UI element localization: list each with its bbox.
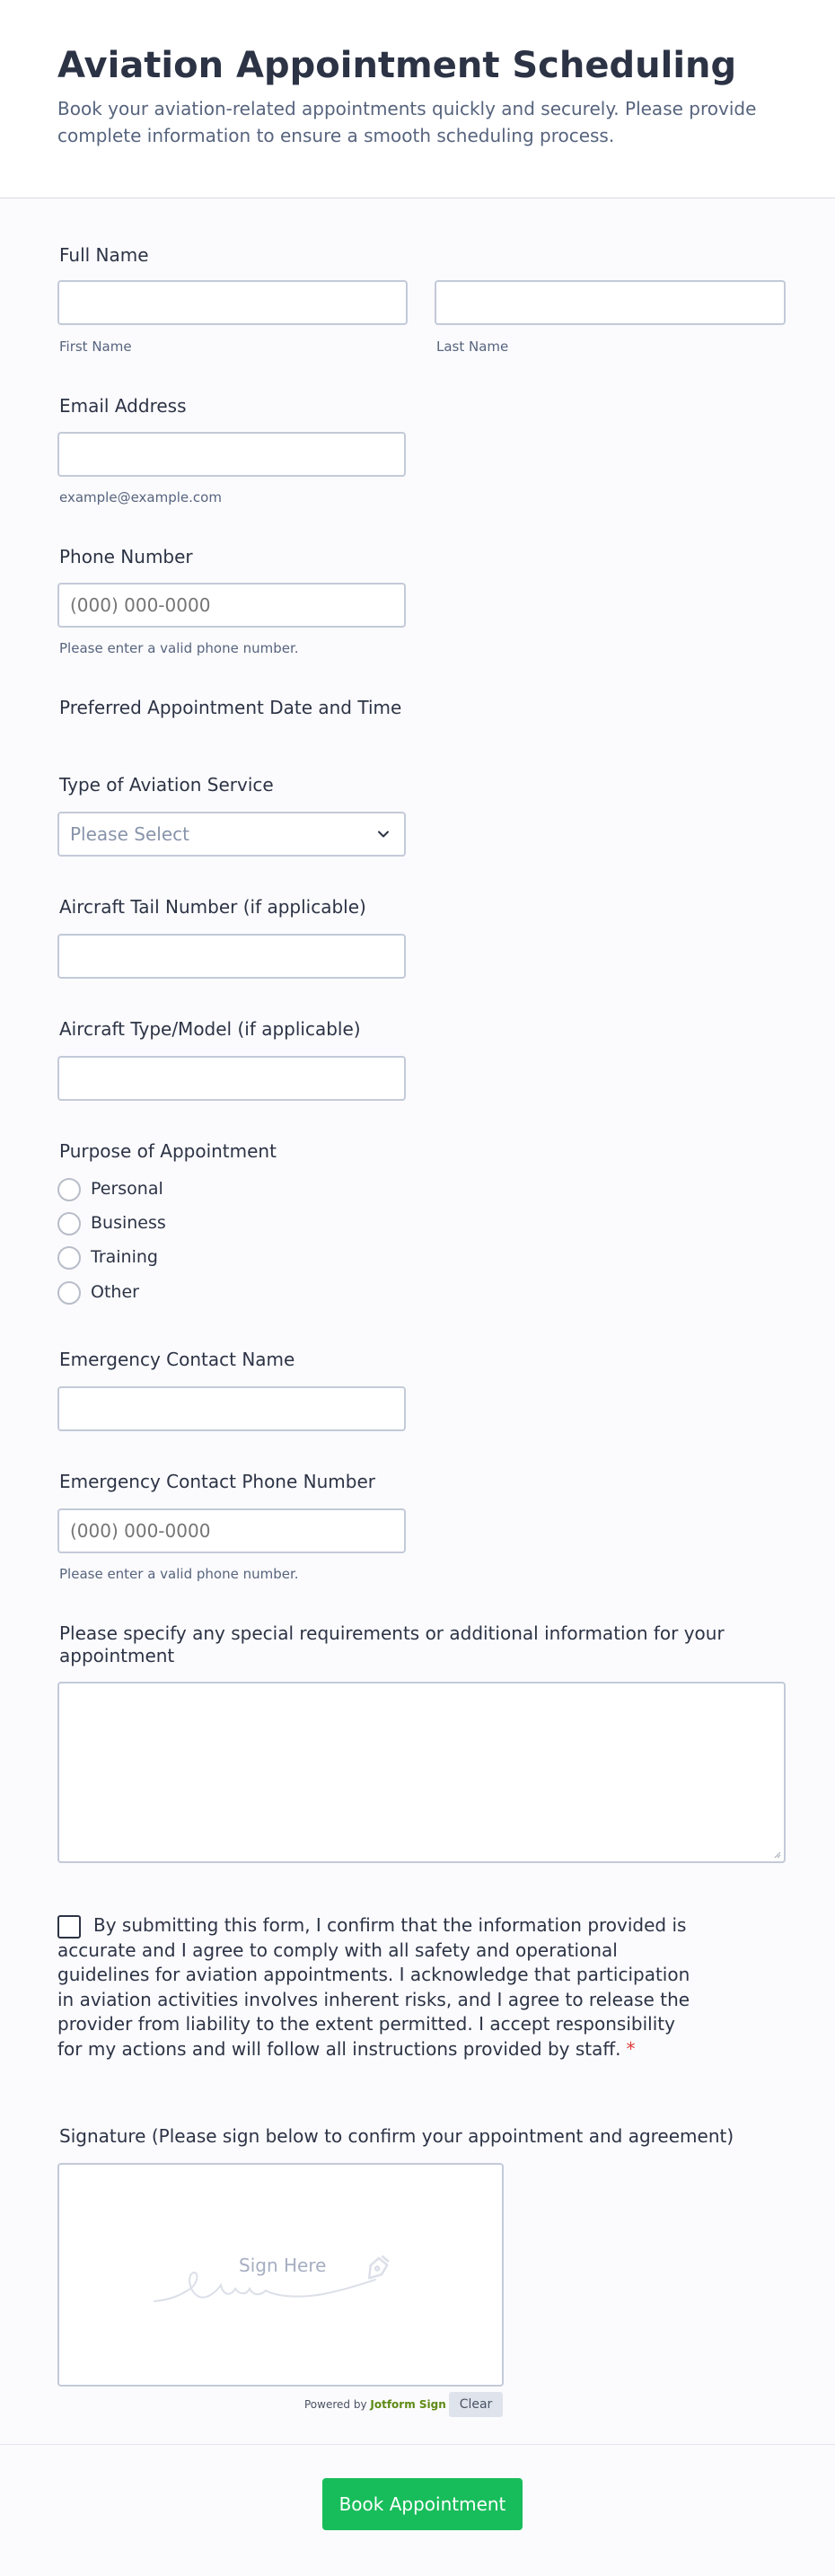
special-requirements-label: Please specify any special requirements or additional information for your appointment (59, 1622, 725, 1666)
service-type-placeholder: Please Select (70, 823, 189, 845)
purpose-option-label: Personal (91, 1179, 163, 1199)
resize-grip-icon[interactable] (772, 1850, 781, 1859)
phone-input[interactable] (57, 583, 406, 628)
appointment-datetime-label: Preferred Appointment Date and Time (59, 697, 402, 718)
book-appointment-button[interactable]: Book Appointment (322, 2478, 523, 2530)
tail-number-label: Aircraft Tail Number (if applicable) (59, 896, 366, 918)
emergency-phone-input[interactable] (57, 1508, 406, 1553)
chevron-down-icon (375, 826, 391, 842)
required-mark: * (626, 2037, 636, 2060)
purpose-option-label: Training (91, 1247, 158, 1267)
purpose-option-label: Other (91, 1282, 139, 1302)
service-type-label: Type of Aviation Service (59, 774, 274, 796)
consent-text (57, 1913, 704, 2062)
aircraft-type-label: Aircraft Type/Model (if applicable) (59, 1018, 361, 1040)
form-header (0, 0, 835, 198)
signature-label: Signature (Please sign below to confirm your appointment and agreement) (59, 2125, 734, 2147)
first-name-sublabel: First Name (59, 338, 132, 355)
last-name-sublabel: Last Name (436, 338, 509, 355)
radio-circle[interactable] (57, 1178, 81, 1201)
signature-placeholder: Sign Here (239, 2255, 327, 2276)
radio-circle[interactable] (57, 1212, 81, 1235)
emergency-name-input[interactable] (57, 1386, 406, 1431)
powered-by-text: Powered by (304, 2398, 367, 2411)
emergency-name-label: Emergency Contact Name (59, 1349, 295, 1370)
signature-pad[interactable] (57, 2163, 504, 2387)
phone-sublabel: Please enter a valid phone number. (59, 640, 299, 656)
footer-divider (0, 2444, 835, 2445)
service-type-select[interactable] (57, 812, 406, 857)
powered-by (304, 2398, 446, 2411)
emergency-phone-sublabel: Please enter a valid phone number. (59, 1566, 299, 1582)
full-name-label: Full Name (59, 244, 149, 266)
jotform-sign-brand: Jotform Sign (370, 2398, 446, 2411)
aircraft-type-input[interactable] (57, 1056, 406, 1101)
phone-label: Phone Number (59, 546, 193, 567)
radio-circle[interactable] (57, 1246, 81, 1270)
email-input[interactable] (57, 432, 406, 477)
special-requirements-textarea[interactable] (57, 1682, 786, 1863)
page-subtitle: Book your aviation-related appointments quickly and securely. Please provide complete information to ensure a smooth scheduling process. (57, 98, 757, 146)
page-title: Aviation Appointment Scheduling (57, 45, 737, 86)
tail-number-input[interactable] (57, 934, 406, 979)
emergency-phone-label: Emergency Contact Phone Number (59, 1471, 375, 1492)
consent-text-body: By submitting this form, I confirm that the information provided is accurate and I agree to comply with all safety and operational guidelines for aviation appointments. I acknowledge that participation in aviation activities involves inherent risks, and I agree to release the provider from liability to the extent permitted. I accept responsibility for my actions and will follow all instructions provided by staff. (57, 1914, 690, 2060)
purpose-label: Purpose of Appointment (59, 1140, 277, 1162)
radio-circle[interactable] (57, 1281, 81, 1305)
clear-signature-button[interactable]: Clear (449, 2392, 503, 2417)
email-sublabel: example@example.com (59, 489, 222, 506)
first-name-input[interactable] (57, 280, 408, 325)
last-name-input[interactable] (435, 280, 786, 325)
email-label: Email Address (59, 395, 187, 417)
purpose-option-label: Business (91, 1213, 166, 1233)
